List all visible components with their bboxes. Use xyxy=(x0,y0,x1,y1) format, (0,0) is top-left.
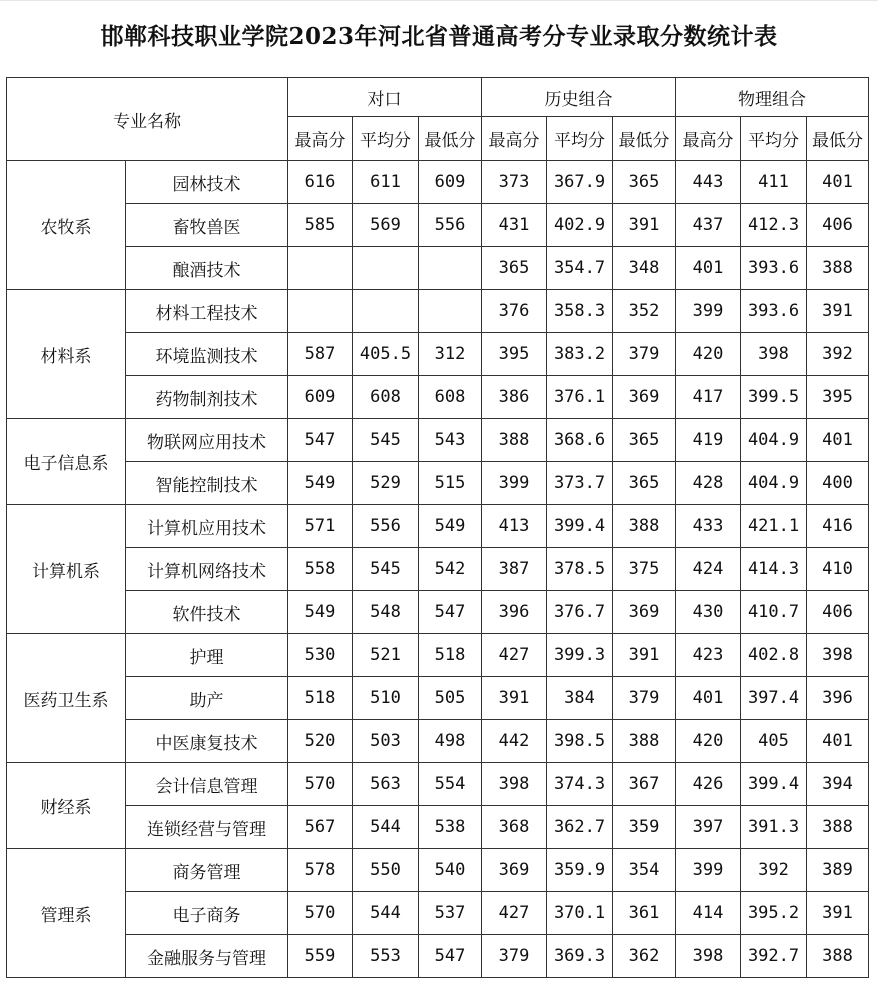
subcol-max: 最高分 xyxy=(288,117,353,161)
score-min: 388 xyxy=(613,505,676,548)
score-avg: 544 xyxy=(353,806,419,849)
score-min: 406 xyxy=(807,591,869,634)
score-min: 391 xyxy=(807,290,869,333)
score-max: 386 xyxy=(482,376,547,419)
score-max: 391 xyxy=(482,677,547,720)
score-avg: 378.5 xyxy=(547,548,613,591)
score-min: 365 xyxy=(613,462,676,505)
score-max: 428 xyxy=(676,462,741,505)
score-min: 547 xyxy=(419,935,482,978)
score-max: 549 xyxy=(288,462,353,505)
score-max: 399 xyxy=(676,849,741,892)
score-max: 520 xyxy=(288,720,353,763)
score-min: 498 xyxy=(419,720,482,763)
score-max: 443 xyxy=(676,161,741,204)
major-name: 物联网应用技术 xyxy=(126,419,288,462)
score-max: 558 xyxy=(288,548,353,591)
score-avg: 368.6 xyxy=(547,419,613,462)
score-avg xyxy=(353,247,419,290)
score-max: 616 xyxy=(288,161,353,204)
score-max: 571 xyxy=(288,505,353,548)
score-min: 549 xyxy=(419,505,482,548)
department-name: 材料系 xyxy=(7,290,126,419)
score-min: 389 xyxy=(807,849,869,892)
major-name: 商务管理 xyxy=(126,849,288,892)
header-row-groups xyxy=(7,78,869,117)
score-avg: 354.7 xyxy=(547,247,613,290)
score-avg: 395.2 xyxy=(741,892,807,935)
major-name: 中医康复技术 xyxy=(126,720,288,763)
score-avg: 405 xyxy=(741,720,807,763)
score-max: 433 xyxy=(676,505,741,548)
score-max: 549 xyxy=(288,591,353,634)
score-avg: 392 xyxy=(741,849,807,892)
score-min: 542 xyxy=(419,548,482,591)
score-min: 608 xyxy=(419,376,482,419)
score-avg: 398.5 xyxy=(547,720,613,763)
score-max: 368 xyxy=(482,806,547,849)
table-row xyxy=(7,333,869,376)
major-name: 计算机应用技术 xyxy=(126,505,288,548)
score-min: 540 xyxy=(419,849,482,892)
score-avg: 548 xyxy=(353,591,419,634)
score-max: 419 xyxy=(676,419,741,462)
score-max: 414 xyxy=(676,892,741,935)
score-avg: 398 xyxy=(741,333,807,376)
major-name-header: 专业名称 xyxy=(7,78,288,161)
major-name: 材料工程技术 xyxy=(126,290,288,333)
score-max: 399 xyxy=(676,290,741,333)
table-row xyxy=(7,161,869,204)
score-avg: 550 xyxy=(353,849,419,892)
score-avg: 359.9 xyxy=(547,849,613,892)
major-name: 助产 xyxy=(126,677,288,720)
score-max: 365 xyxy=(482,247,547,290)
score-min: 401 xyxy=(807,419,869,462)
subcol-avg: 平均分 xyxy=(547,117,613,161)
table-row xyxy=(7,505,869,548)
score-min: 369 xyxy=(613,591,676,634)
score-avg: 404.9 xyxy=(741,462,807,505)
table-row xyxy=(7,677,869,720)
table-row xyxy=(7,634,869,677)
score-min: 352 xyxy=(613,290,676,333)
department-name: 农牧系 xyxy=(7,161,126,290)
score-avg: 412.3 xyxy=(741,204,807,247)
major-name: 药物制剂技术 xyxy=(126,376,288,419)
major-name: 园林技术 xyxy=(126,161,288,204)
score-avg: 563 xyxy=(353,763,419,806)
score-max: 376 xyxy=(482,290,547,333)
score-avg: 411 xyxy=(741,161,807,204)
score-min: 554 xyxy=(419,763,482,806)
score-min: 367 xyxy=(613,763,676,806)
table-row xyxy=(7,892,869,935)
score-avg: 544 xyxy=(353,892,419,935)
score-max: 431 xyxy=(482,204,547,247)
table-row xyxy=(7,419,869,462)
score-min: 379 xyxy=(613,677,676,720)
department-name: 计算机系 xyxy=(7,505,126,634)
score-max: 570 xyxy=(288,892,353,935)
score-avg: 414.3 xyxy=(741,548,807,591)
score-avg xyxy=(353,290,419,333)
score-min: 392 xyxy=(807,333,869,376)
major-name: 金融服务与管理 xyxy=(126,935,288,978)
score-min: 375 xyxy=(613,548,676,591)
score-max: 398 xyxy=(676,935,741,978)
score-min: 410 xyxy=(807,548,869,591)
score-min: 515 xyxy=(419,462,482,505)
score-max: 437 xyxy=(676,204,741,247)
table-row xyxy=(7,849,869,892)
score-max: 578 xyxy=(288,849,353,892)
department-name: 财经系 xyxy=(7,763,126,849)
score-max: 420 xyxy=(676,333,741,376)
score-max: 397 xyxy=(676,806,741,849)
score-min: 391 xyxy=(807,892,869,935)
score-min xyxy=(419,247,482,290)
score-avg: 545 xyxy=(353,548,419,591)
score-avg: 369.3 xyxy=(547,935,613,978)
score-avg: 358.3 xyxy=(547,290,613,333)
score-max: 426 xyxy=(676,763,741,806)
score-avg: 402.8 xyxy=(741,634,807,677)
table-row xyxy=(7,376,869,419)
score-min xyxy=(419,290,482,333)
score-max: 379 xyxy=(482,935,547,978)
score-avg: 556 xyxy=(353,505,419,548)
score-min: 388 xyxy=(807,806,869,849)
score-avg: 569 xyxy=(353,204,419,247)
score-max: 547 xyxy=(288,419,353,462)
major-name: 护理 xyxy=(126,634,288,677)
major-name: 软件技术 xyxy=(126,591,288,634)
table-title: 邯郸科技职业学院2023年河北省普通高考分专业录取分数统计表 xyxy=(0,0,878,73)
score-min: 388 xyxy=(807,247,869,290)
department-name: 医药卫生系 xyxy=(7,634,126,763)
table-row xyxy=(7,591,869,634)
subcol-max: 最高分 xyxy=(676,117,741,161)
subcol-min: 最低分 xyxy=(807,117,869,161)
score-avg: 529 xyxy=(353,462,419,505)
score-avg: 421.1 xyxy=(741,505,807,548)
score-avg: 521 xyxy=(353,634,419,677)
score-max: 424 xyxy=(676,548,741,591)
score-max: 398 xyxy=(482,763,547,806)
score-avg: 402.9 xyxy=(547,204,613,247)
group-header-physics: 物理组合 xyxy=(676,78,869,117)
score-min: 365 xyxy=(613,419,676,462)
table-row xyxy=(7,806,869,849)
score-avg: 399.4 xyxy=(741,763,807,806)
score-min: 369 xyxy=(613,376,676,419)
major-name: 计算机网络技术 xyxy=(126,548,288,591)
score-min: 395 xyxy=(807,376,869,419)
score-avg: 608 xyxy=(353,376,419,419)
score-max: 585 xyxy=(288,204,353,247)
score-min: 400 xyxy=(807,462,869,505)
major-name: 电子商务 xyxy=(126,892,288,935)
score-avg: 405.5 xyxy=(353,333,419,376)
score-avg: 503 xyxy=(353,720,419,763)
score-min: 312 xyxy=(419,333,482,376)
subcol-avg: 平均分 xyxy=(353,117,419,161)
score-avg: 399.3 xyxy=(547,634,613,677)
score-avg: 410.7 xyxy=(741,591,807,634)
table-row xyxy=(7,548,869,591)
score-avg: 376.7 xyxy=(547,591,613,634)
major-name: 智能控制技术 xyxy=(126,462,288,505)
score-min: 398 xyxy=(807,634,869,677)
score-avg: 391.3 xyxy=(741,806,807,849)
score-min: 518 xyxy=(419,634,482,677)
score-max: 388 xyxy=(482,419,547,462)
score-max: 387 xyxy=(482,548,547,591)
score-avg: 374.3 xyxy=(547,763,613,806)
score-min: 406 xyxy=(807,204,869,247)
score-max: 396 xyxy=(482,591,547,634)
score-min: 609 xyxy=(419,161,482,204)
admission-score-table xyxy=(6,77,869,978)
score-max: 587 xyxy=(288,333,353,376)
score-avg: 510 xyxy=(353,677,419,720)
score-min: 401 xyxy=(807,161,869,204)
department-name: 电子信息系 xyxy=(7,419,126,505)
score-min: 361 xyxy=(613,892,676,935)
score-avg: 376.1 xyxy=(547,376,613,419)
score-avg: 393.6 xyxy=(741,290,807,333)
score-avg: 399.5 xyxy=(741,376,807,419)
major-name: 会计信息管理 xyxy=(126,763,288,806)
score-max: 420 xyxy=(676,720,741,763)
score-max: 399 xyxy=(482,462,547,505)
score-max: 518 xyxy=(288,677,353,720)
score-avg: 545 xyxy=(353,419,419,462)
score-avg: 373.7 xyxy=(547,462,613,505)
subcol-min: 最低分 xyxy=(613,117,676,161)
subcol-min: 最低分 xyxy=(419,117,482,161)
score-min: 365 xyxy=(613,161,676,204)
score-avg: 367.9 xyxy=(547,161,613,204)
score-min: 556 xyxy=(419,204,482,247)
score-avg: 392.7 xyxy=(741,935,807,978)
major-name: 畜牧兽医 xyxy=(126,204,288,247)
score-max: 401 xyxy=(676,247,741,290)
score-avg: 393.6 xyxy=(741,247,807,290)
score-avg: 611 xyxy=(353,161,419,204)
score-max: 373 xyxy=(482,161,547,204)
score-min: 401 xyxy=(807,720,869,763)
department-name: 管理系 xyxy=(7,849,126,978)
score-min: 354 xyxy=(613,849,676,892)
score-min: 362 xyxy=(613,935,676,978)
score-min: 391 xyxy=(613,204,676,247)
table-row xyxy=(7,763,869,806)
score-max: 609 xyxy=(288,376,353,419)
group-header-duikou: 对口 xyxy=(288,78,482,117)
score-max: 430 xyxy=(676,591,741,634)
score-max: 567 xyxy=(288,806,353,849)
score-min: 348 xyxy=(613,247,676,290)
major-name: 连锁经营与管理 xyxy=(126,806,288,849)
major-name: 酿酒技术 xyxy=(126,247,288,290)
score-avg: 370.1 xyxy=(547,892,613,935)
score-min: 379 xyxy=(613,333,676,376)
table-row xyxy=(7,720,869,763)
score-max: 559 xyxy=(288,935,353,978)
score-max xyxy=(288,247,353,290)
score-max: 427 xyxy=(482,892,547,935)
score-max: 423 xyxy=(676,634,741,677)
score-min: 388 xyxy=(613,720,676,763)
score-max: 427 xyxy=(482,634,547,677)
table-row xyxy=(7,935,869,978)
score-avg: 399.4 xyxy=(547,505,613,548)
score-max: 401 xyxy=(676,677,741,720)
score-max: 413 xyxy=(482,505,547,548)
table-body xyxy=(7,161,869,978)
score-avg: 362.7 xyxy=(547,806,613,849)
score-min: 505 xyxy=(419,677,482,720)
score-min: 394 xyxy=(807,763,869,806)
score-max: 570 xyxy=(288,763,353,806)
score-avg: 553 xyxy=(353,935,419,978)
score-avg: 383.2 xyxy=(547,333,613,376)
table-row xyxy=(7,290,869,333)
score-min: 543 xyxy=(419,419,482,462)
table-row xyxy=(7,204,869,247)
subcol-avg: 平均分 xyxy=(741,117,807,161)
table-row xyxy=(7,247,869,290)
score-avg: 384 xyxy=(547,677,613,720)
score-min: 359 xyxy=(613,806,676,849)
score-max: 417 xyxy=(676,376,741,419)
score-max: 530 xyxy=(288,634,353,677)
major-name: 环境监测技术 xyxy=(126,333,288,376)
score-max xyxy=(288,290,353,333)
score-max: 442 xyxy=(482,720,547,763)
table-row xyxy=(7,462,869,505)
score-min: 547 xyxy=(419,591,482,634)
score-max: 395 xyxy=(482,333,547,376)
score-min: 537 xyxy=(419,892,482,935)
score-min: 388 xyxy=(807,935,869,978)
score-min: 538 xyxy=(419,806,482,849)
score-avg: 397.4 xyxy=(741,677,807,720)
score-max: 369 xyxy=(482,849,547,892)
score-min: 391 xyxy=(613,634,676,677)
score-min: 396 xyxy=(807,677,869,720)
subcol-max: 最高分 xyxy=(482,117,547,161)
group-header-history: 历史组合 xyxy=(482,78,676,117)
score-avg: 404.9 xyxy=(741,419,807,462)
score-min: 416 xyxy=(807,505,869,548)
